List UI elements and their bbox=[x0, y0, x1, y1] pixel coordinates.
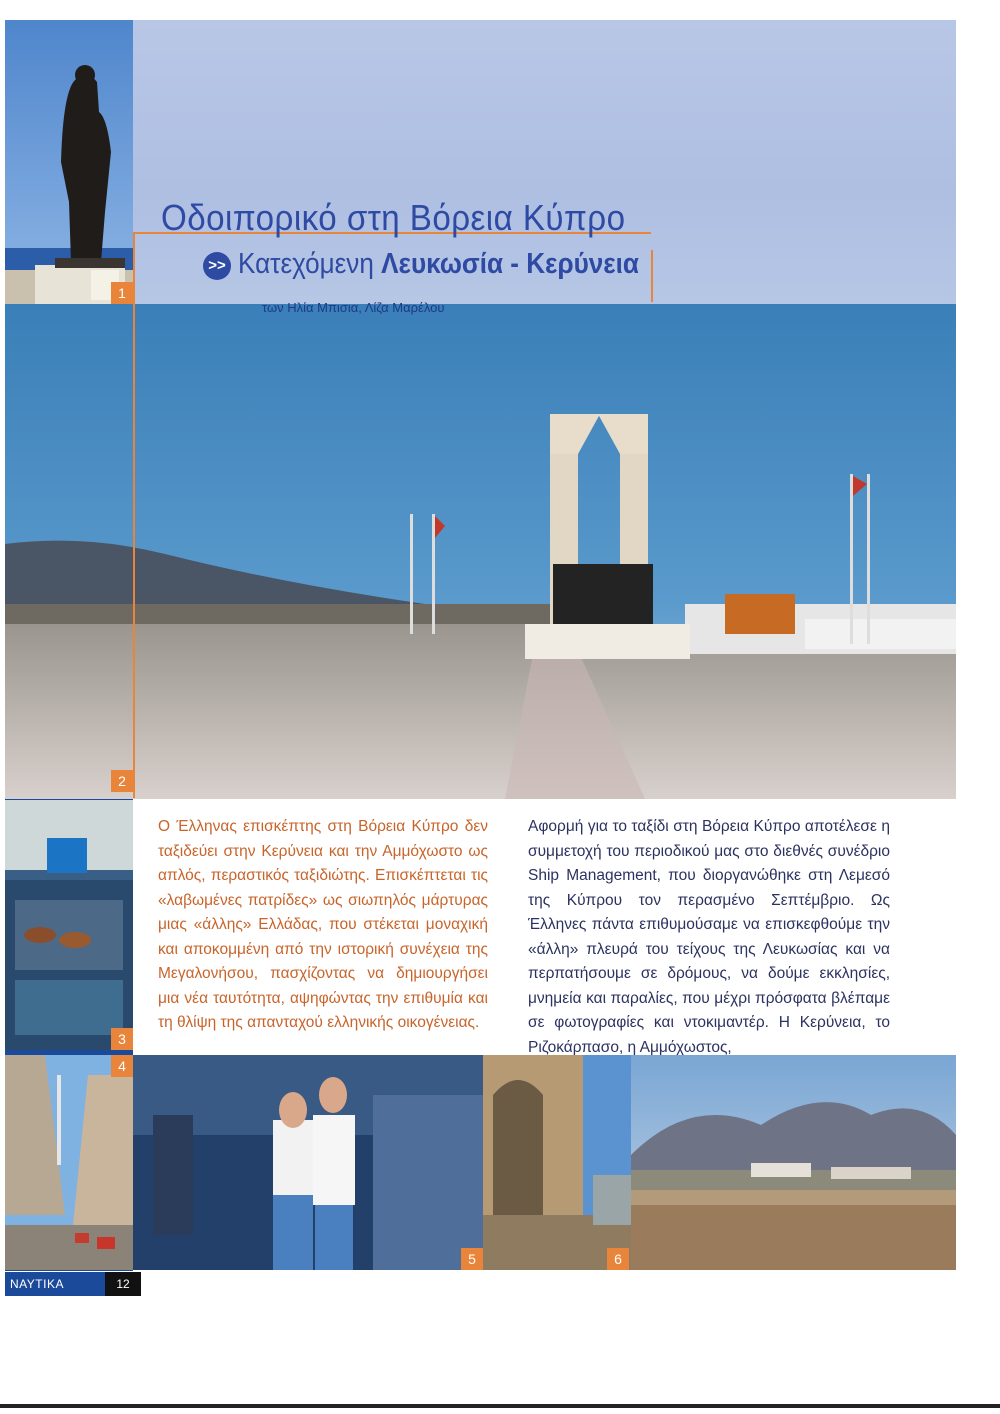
photo-number-6: 6 bbox=[607, 1248, 629, 1270]
article-intro: Ο Έλληνας επισκέπτης στη Βόρεια Κύπρο δεν ταξιδεύει στην Κερύνεια και την Αμμόχωστο ως απλός, περαστικός ταξιδιώτης. Επισκέπτεται τις «λαβωμένες πατρίδες» ως σιωπηλός μάρτυρας μιας «άλλης» Ελλάδας, που στέκεται μοναχική και αποκομμένη από την ιστορική συνέχεια της Μεγαλονήσου, πασχίζοντας να δημιουργήσει μια νέα ταυτότητα, αψηφώντας την επιθυμία και τη θλίψη της απανταχού ελληνικής οικογένειας. bbox=[158, 818, 488, 1031]
title-frame-left bbox=[133, 232, 135, 798]
subtitle-bold: Λευκωσία - Κερύνεια bbox=[381, 248, 639, 280]
photo-number-3: 3 bbox=[111, 1028, 133, 1050]
bottom-rule bbox=[0, 1404, 1000, 1408]
magazine-name: ΝΑΥΤΙΚΑ ΧΡΟΝΙΚΑ bbox=[5, 1272, 110, 1296]
photo-landscape bbox=[631, 1055, 956, 1270]
photo-number-5: 5 bbox=[461, 1248, 483, 1270]
article-body: Αφορμή για το ταξίδι στη Βόρεια Κύπρο αποτέλεσε η συμμετοχή του περιοδικού μας στο διεθνές συνέδριο Ship Management, που διοργανώθηκε στη Λεμεσό της Κύπρου τον περασμένο Σεπτέμβριο. Ως Έλληνες πάντα επιθυμούσαμε να επισκεφθούμε την «άλλη» πλευρά του τείχους της Λευκωσίας και να περπατήσουμε σε δρόμους, να δούμε εκκλησίες, μνημεία και παραλίες, που μέχρι πρόσφατα βλέπαμε σε φωτογραφίες και ντοκιμαντέρ. Η Κερύνεια, το Ριζοκάρπασο, η Αμμόχωστος, bbox=[528, 818, 890, 1056]
article-title: Οδοιπορικό στη Βόρεια Κύπρο bbox=[161, 197, 626, 238]
photo-number-1: 1 bbox=[111, 282, 133, 304]
article-subtitle bbox=[238, 248, 639, 281]
photo-stone-wall bbox=[483, 1055, 631, 1270]
photo-monument bbox=[5, 304, 956, 799]
photo-number-2: 2 bbox=[111, 770, 133, 792]
title-frame-right bbox=[651, 250, 653, 302]
photo-number-4: 4 bbox=[111, 1055, 133, 1077]
byline: των Ηλία Μπισια, Λίζα Μαρέλου bbox=[262, 300, 445, 315]
arrow-icon: >> bbox=[203, 252, 231, 280]
photo-street bbox=[5, 1055, 133, 1270]
photo-shop bbox=[5, 800, 133, 1050]
photo-statue bbox=[5, 20, 133, 304]
page-number: 12 bbox=[105, 1272, 141, 1296]
subtitle-prefix: Κατεχόμενη bbox=[238, 248, 374, 280]
photo-couple bbox=[133, 1055, 483, 1270]
